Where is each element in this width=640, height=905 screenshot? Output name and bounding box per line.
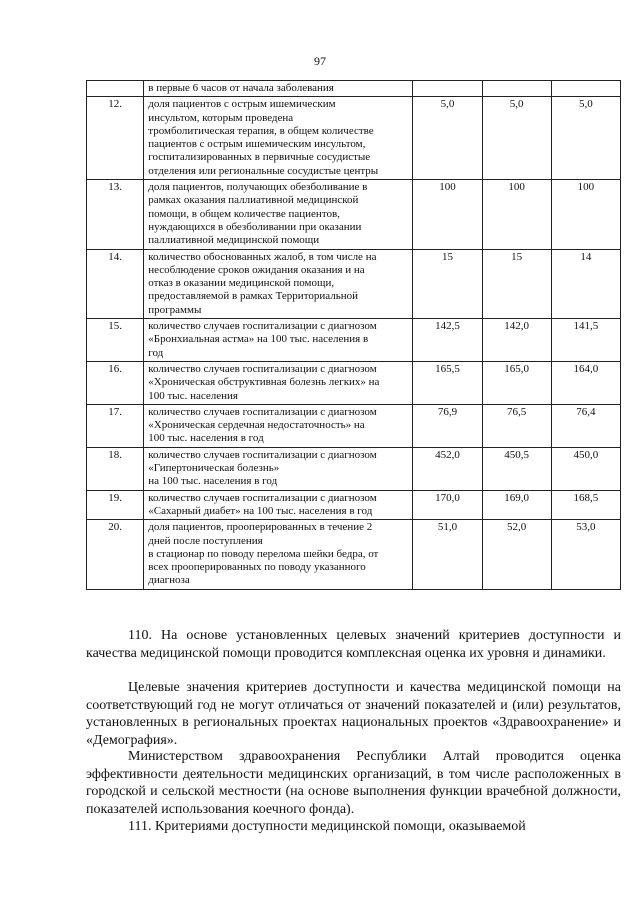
criterion-line: количество случаев госпитализации с диагнозом (148, 362, 377, 375)
paragraph-ministry-evaluation: Министерством здравоохранения Республики Алтай проводится оценка эффективности деятельности медицинских организаций, в том числе расположенных в городской и сельской местности (на основе выполнения функции врачебной должности, показателей использования коечного фонда). (86, 749, 621, 817)
criterion-line: рамках оказания паллиативной медицинской (148, 194, 359, 207)
target-value-year-1: 5,0 (413, 97, 482, 180)
target-value-year-2: 15 (482, 249, 551, 318)
criterion-description (144, 490, 413, 520)
criterion-line: доля пациентов с острым ишемическим (148, 98, 336, 111)
table-row (87, 361, 621, 404)
target-value-year-2: 142,0 (482, 319, 551, 362)
criterion-line: на 100 тыс. населения в год (148, 475, 278, 488)
criterion-line: пациентов с острым ишемическим инсультом, (148, 138, 366, 151)
criterion-line: количество случаев госпитализации с диагнозом (148, 491, 377, 504)
target-value-year-3: 5,0 (551, 97, 620, 180)
table-row (87, 81, 621, 97)
criterion-line: «Гипертоническая болезнь» (148, 462, 280, 475)
criterion-line: количество случаев госпитализации с диагнозом (148, 448, 377, 461)
criterion-line: тромболитическая терапия, в общем количестве (148, 124, 374, 137)
target-value-year-1: 142,5 (413, 319, 482, 362)
row-number: 14. (87, 249, 144, 318)
criterion-line: доля пациентов, прооперированных в течение 2 (148, 521, 373, 534)
criterion-line: отделения или региональные сосудистые центры (148, 164, 379, 177)
criteria-table-body (87, 81, 621, 590)
row-number: 20. (87, 520, 144, 589)
target-value-year-3: 76,4 (551, 404, 620, 447)
criterion-line: инсультом, которым проведена (148, 111, 294, 124)
criterion-line: диагноза (148, 574, 190, 587)
criterion-line: «Бронхиальная астма» на 100 тыс. населения в (148, 333, 369, 346)
criterion-line: год (148, 346, 164, 359)
criterion-line: программы (148, 303, 202, 316)
criterion-description (144, 180, 413, 249)
table-row (87, 180, 621, 249)
criterion-line: «Хроническая сердечная недостаточность» на (148, 419, 365, 432)
criterion-description (144, 249, 413, 318)
criterion-description (144, 361, 413, 404)
paragraph-111: 111. Критериями доступности медицинской помощи, оказываемой (128, 819, 526, 834)
criterion-line: паллиативной медицинской помощи (148, 234, 320, 247)
paragraph-target-values: Целевые значения критериев доступности и качества медицинской помощи на соответствующий год не могут отличаться от значений показателей и (или) результатов, установленных в региональных проектах национальных проектов «Здравоохранение» и «Демография». (86, 680, 621, 748)
row-number (87, 81, 144, 97)
target-value-year-3: 168,5 (551, 490, 620, 520)
criterion-line: количество случаев госпитализации с диагнозом (148, 320, 377, 333)
target-value-year-3: 14 (551, 249, 620, 318)
table-row (87, 97, 621, 180)
criterion-line: госпитализированных в первичные сосудистые (148, 151, 371, 164)
target-value-year-3: 100 (551, 180, 620, 249)
table-row (87, 520, 621, 589)
table-row (87, 447, 621, 490)
criterion-description (144, 81, 413, 97)
table-row (87, 490, 621, 520)
criterion-line: в первые 6 часов от начала заболевания (148, 82, 334, 94)
criterion-line: отказ в оказании медицинской помощи, (148, 277, 335, 290)
target-value-year-1: 100 (413, 180, 482, 249)
criterion-line: доля пациентов, получающих обезболивание в (148, 181, 368, 194)
table-row (87, 249, 621, 318)
target-value-year-2: 52,0 (482, 520, 551, 589)
criterion-line: «Сахарный диабет» на 100 тыс. населения в год (148, 504, 373, 517)
page-number: 97 (314, 54, 326, 68)
criterion-line: несоблюдение сроков ожидания оказания и на (148, 263, 365, 276)
criterion-description (144, 447, 413, 490)
target-value-year-2: 100 (482, 180, 551, 249)
criterion-line: количество обоснованных жалоб, в том числе на (148, 250, 377, 263)
criterion-line: в стационар по поводу перелома шейки бедра, от (148, 547, 379, 560)
target-value-year-1: 76,9 (413, 404, 482, 447)
criterion-line: количество случаев госпитализации с диагнозом (148, 405, 377, 418)
paragraph-110: 110. На основе установленных целевых значений критериев доступности и качества медицинской помощи проводится комплексная оценка их уровня и динамики. (86, 628, 621, 661)
criterion-line: помощи, в общем количестве пациентов, (148, 207, 340, 220)
target-value-year-1: 51,0 (413, 520, 482, 589)
target-value-year-2: 165,0 (482, 361, 551, 404)
target-value-year-2: 5,0 (482, 97, 551, 180)
criterion-description (144, 97, 413, 180)
target-value-year-3: 141,5 (551, 319, 620, 362)
criterion-description (144, 319, 413, 362)
table-row (87, 319, 621, 362)
row-number: 16. (87, 361, 144, 404)
criterion-line: 100 тыс. населения (148, 389, 238, 402)
target-value-year-3: 53,0 (551, 520, 620, 589)
table-row (87, 404, 621, 447)
target-value-year-3: 164,0 (551, 361, 620, 404)
row-number: 19. (87, 490, 144, 520)
target-value-year-2: 169,0 (482, 490, 551, 520)
target-value-year-2: 450,5 (482, 447, 551, 490)
criterion-line: предоставляемой в рамках Территориальной (148, 290, 359, 303)
criterion-line: 100 тыс. населения в год (148, 432, 264, 445)
criterion-description (144, 520, 413, 589)
target-value-year-2 (482, 81, 551, 97)
target-value-year-1 (413, 81, 482, 97)
target-value-year-1: 15 (413, 249, 482, 318)
target-value-year-1: 452,0 (413, 447, 482, 490)
row-number: 15. (87, 319, 144, 362)
target-value-year-3: 450,0 (551, 447, 620, 490)
criterion-line: «Хроническая обструктивная болезнь легких» на (148, 376, 380, 389)
criterion-description (144, 404, 413, 447)
criterion-line: дней после поступления (148, 534, 263, 547)
row-number: 13. (87, 180, 144, 249)
target-value-year-3 (551, 81, 620, 97)
row-number: 17. (87, 404, 144, 447)
target-value-year-1: 165,5 (413, 361, 482, 404)
target-value-year-2: 76,5 (482, 404, 551, 447)
row-number: 18. (87, 447, 144, 490)
criterion-line: всех прооперированных по поводу указанного (148, 561, 366, 574)
criterion-line: нуждающихся в обезболивании при оказании (148, 220, 362, 233)
criteria-table (86, 80, 621, 590)
target-value-year-1: 170,0 (413, 490, 482, 520)
row-number: 12. (87, 97, 144, 180)
